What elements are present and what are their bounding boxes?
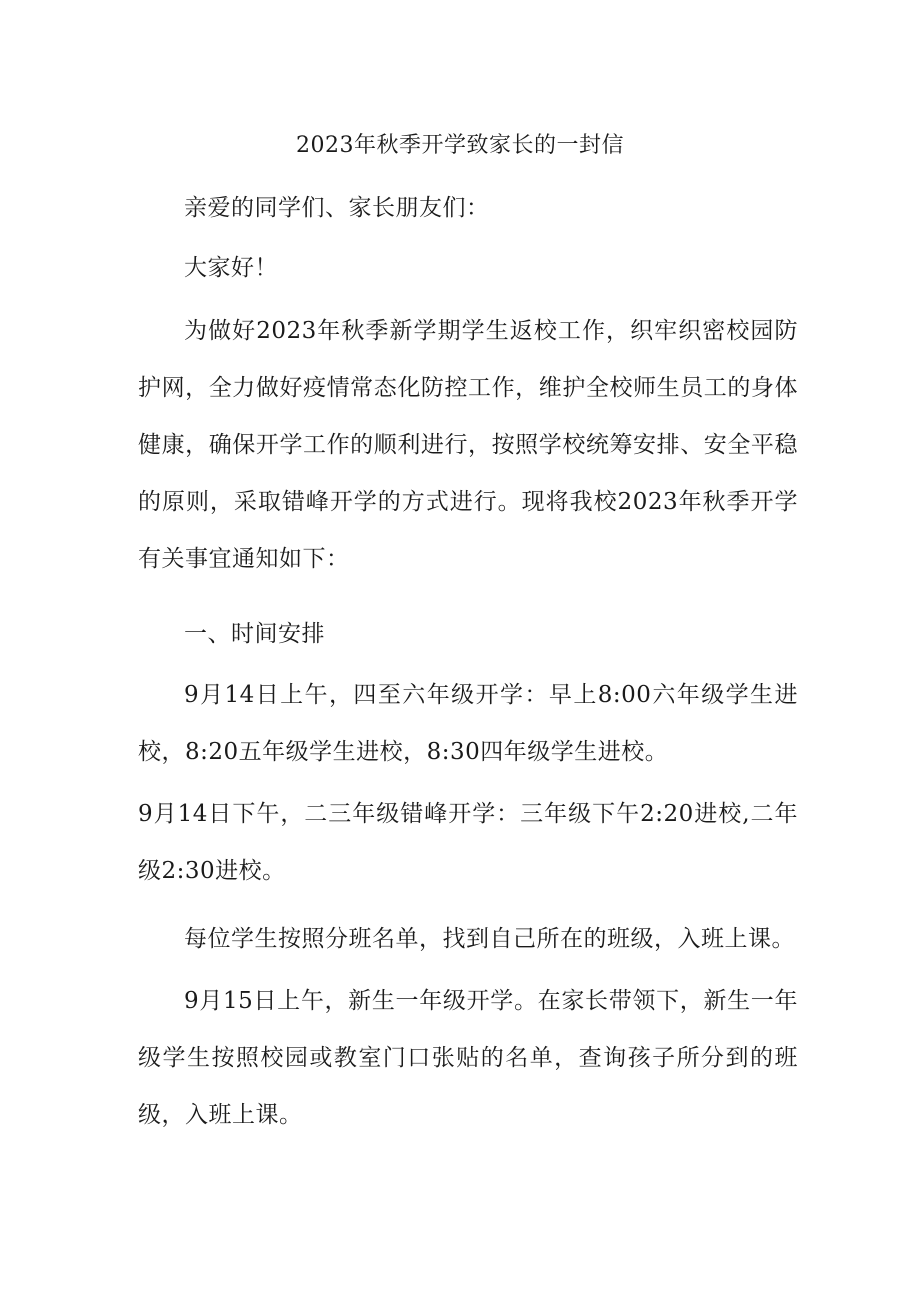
document-title: 2023年秋季开学致家长的一封信 <box>296 133 624 158</box>
greeting: 大家好！ <box>184 255 278 281</box>
intro-paragraph: 为做好2023年秋季新学期学生返校工作，织牢织密校园防护网，全力做好疫情常态化防控工作，维护全校师生员工的身体健康，确保开学工作的顺利进行，按照学校统筹安排、安全平稳的原则，采取错峰开学的方式进行。现将我校2023年秋季开学有关事宜通知如下： <box>138 318 798 572</box>
salutation: 亲爱的同学们、家长朋友们： <box>184 195 490 221</box>
schedule-lower-grades: 9月14日下午，二三年级错峰开学：三年级下午2:20进校,二年级2:30进校。 <box>138 801 798 884</box>
schedule-upper-grades: 9月14日上午，四至六年级开学：早上8:00六年级学生进校，8:20五年级学生进校，8:30四年级学生进校。 <box>138 682 798 765</box>
schedule-first-grade: 9月15日上午，新生一年级开学。在家长带领下，新生一年级学生按照校园或教室门口张贴的名单，查询孩子所分到的班级，入班上课。 <box>138 988 798 1128</box>
section-heading-schedule: 一、时间安排 <box>184 621 325 647</box>
class-instruction: 每位学生按照分班名单，找到自己所在的班级，入班上课。 <box>184 926 795 952</box>
